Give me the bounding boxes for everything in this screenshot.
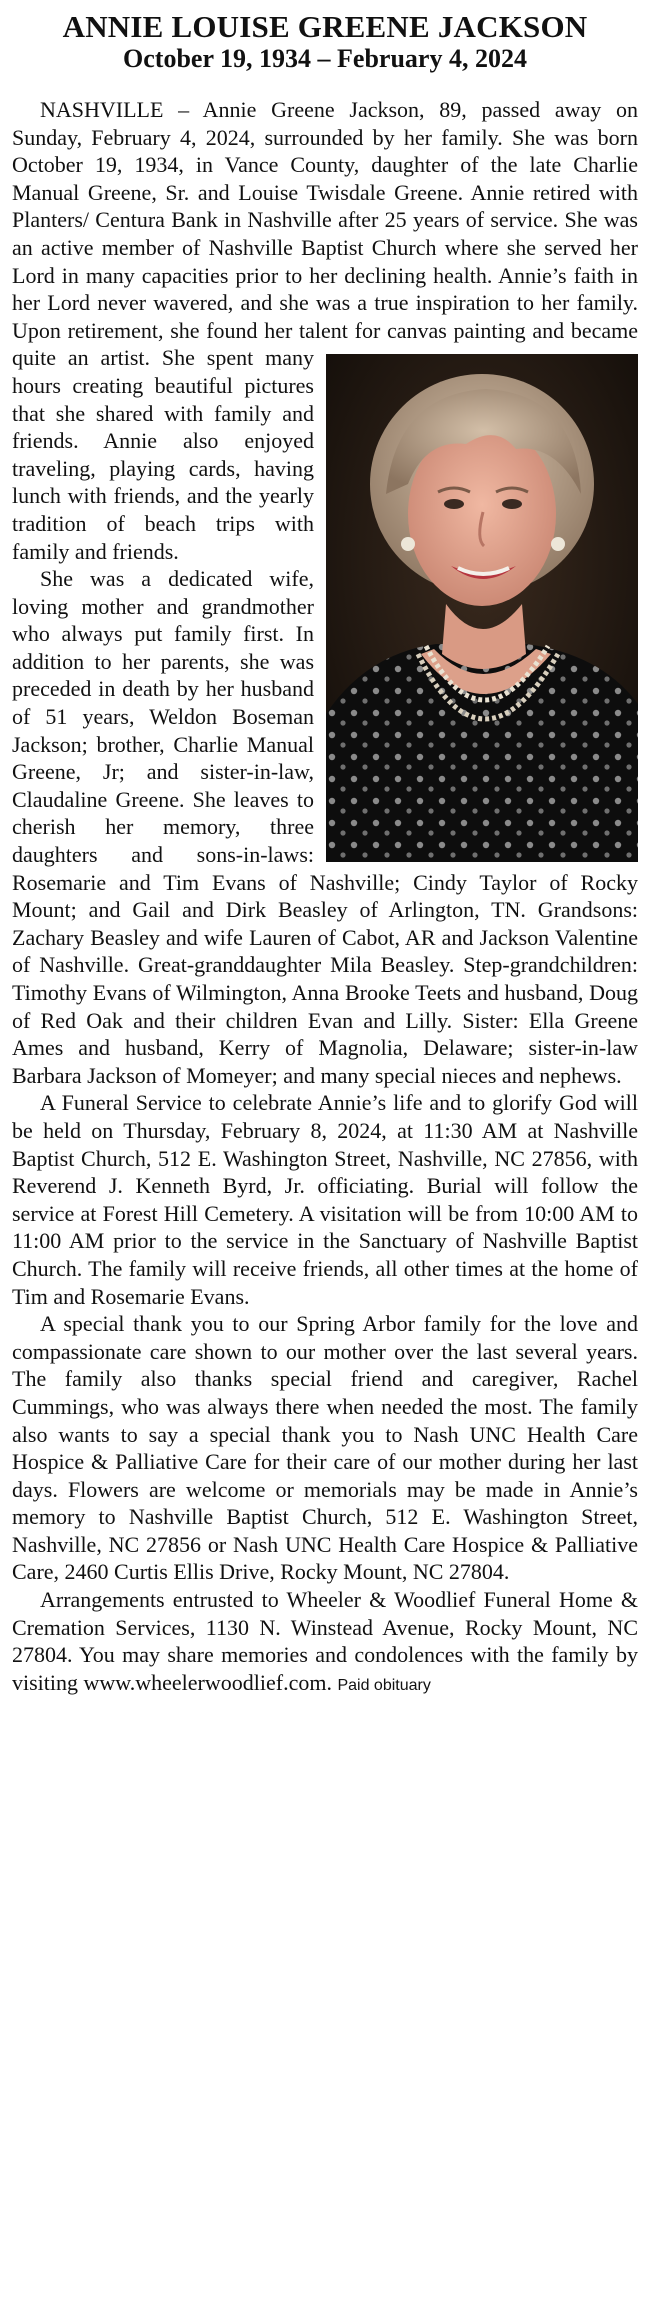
life-dates: October 19, 1934 – February 4, 2024: [123, 44, 527, 73]
paragraph-intro-lead: NASHVILLE – Annie Greene Jackson, 89, passed away on Sunday, February 4, 2024, surrounded by her family. She was born October 19, 1934, in Vance County, daughter of the late Charlie Manual Greene, Sr. and Louise Twisdale Greene. Annie retired with Planters/ Centura Bank in Nashville after 25 years of service. She was an active member of Nashville Baptist Church where she served her Lord in many capacities prior to her declining health. Annie’s faith in her Lord never wavered, and she was a true inspiration to her family. Upon retirement, she found her talent for canvas painting: [12, 97, 638, 343]
paragraph-thanks: A special thank you to our Spring Arbor family for the love and compassionate care shown to our mother over the last several years. The family also thanks special friend and caregiver, Rachel Cummings, who was always there when needed the most. The family also wants to say a special thank you to Nash UNC Health Care Hospice & Palliative Care for their care of our mother during her last days. Flowers are welcome or memorials may be made in Annie’s memory to Nashville Baptist Church, 512 E. Washington Street, Nashville, NC 27856 or Nash UNC Health Care Hospice & Palliative Care, 2460 Curtis Ellis Drive, Rocky Mount, NC 27804.: [12, 1311, 638, 1585]
portrait-illustration: [326, 354, 638, 862]
paragraph-service: A Funeral Service to celebrate Annie’s life and to glorify God will be held on Thursday, February 8, 2024, at 11:30 AM at Nashville Baptist Church, 512 E. Washington Street, Nashville, NC 27856, with Reverend J. Kenneth Byrd, Jr. officiating. Burial will follow the service at Forest Hill Cemetery. A visitation will be from 10:00 AM to 11:00 AM prior to the service in the Sanctuary of Nashville Baptist Church. The family will receive friends, all other times at the home of Tim and Rosemarie Evans.: [12, 1090, 638, 1309]
paragraph-intro: [12, 96, 638, 565]
arrangements-text: Arrangements entrusted to Wheeler & Woodlief Funeral Home & Cremation Services, 1130 N. Winstead Avenue, Rocky Mount, NC 27804. You may share memories and condolences with the family by visiting www.wheelerwoodlief.com.: [12, 1587, 638, 1695]
obituary-header: [12, 10, 638, 74]
obituary-body: [12, 96, 638, 1699]
paid-obituary-label: Paid obituary: [337, 1676, 431, 1694]
paragraph-intro-rest: and became quite an artist. She spent many hours creating beautiful pictures that she shared with family and friends. Annie also enjoyed traveling, playing cards, having lunch with friends, and the yearly tradition of beach trips with family and friends.: [12, 317, 638, 564]
portrait-photo: [326, 354, 638, 862]
paragraph-family: She was a dedicated wife, loving mother and grandmother who always put family first. In addition to her parents, she was preceded in death by her husband of 51 years, Weldon Boseman Jackson; brother, Charlie Manual Greene, Jr; and sister-in-law, Claudaline Greene. She leaves to cherish her memory, three daughters and sons-in-laws: Rosemarie and Tim Evans of Nashville; Cindy Taylor of Rocky Mount; and Gail and Dirk Beasley of Arlington, TN. Grandsons: Zachary Beasley and wife Lauren of Cabot, AR and Jackson Valentine of Nashville. Great-granddaughter Mila Beasley. Step-grandchildren: Timothy Evans of Wilmington, Anna Brooke Teets and husband, Doug of Red Oak and their children Evan and Lilly. Sister: Ella Greene Ames and husband, Kerry of Magnolia, Delaware; sister-in-law Barbara Jackson of Momeyer; and many special nieces and nephews.: [12, 566, 638, 1088]
deceased-name: ANNIE LOUISE GREENE JACKSON: [62, 9, 588, 44]
paragraph-arrangements: [12, 1586, 638, 1699]
